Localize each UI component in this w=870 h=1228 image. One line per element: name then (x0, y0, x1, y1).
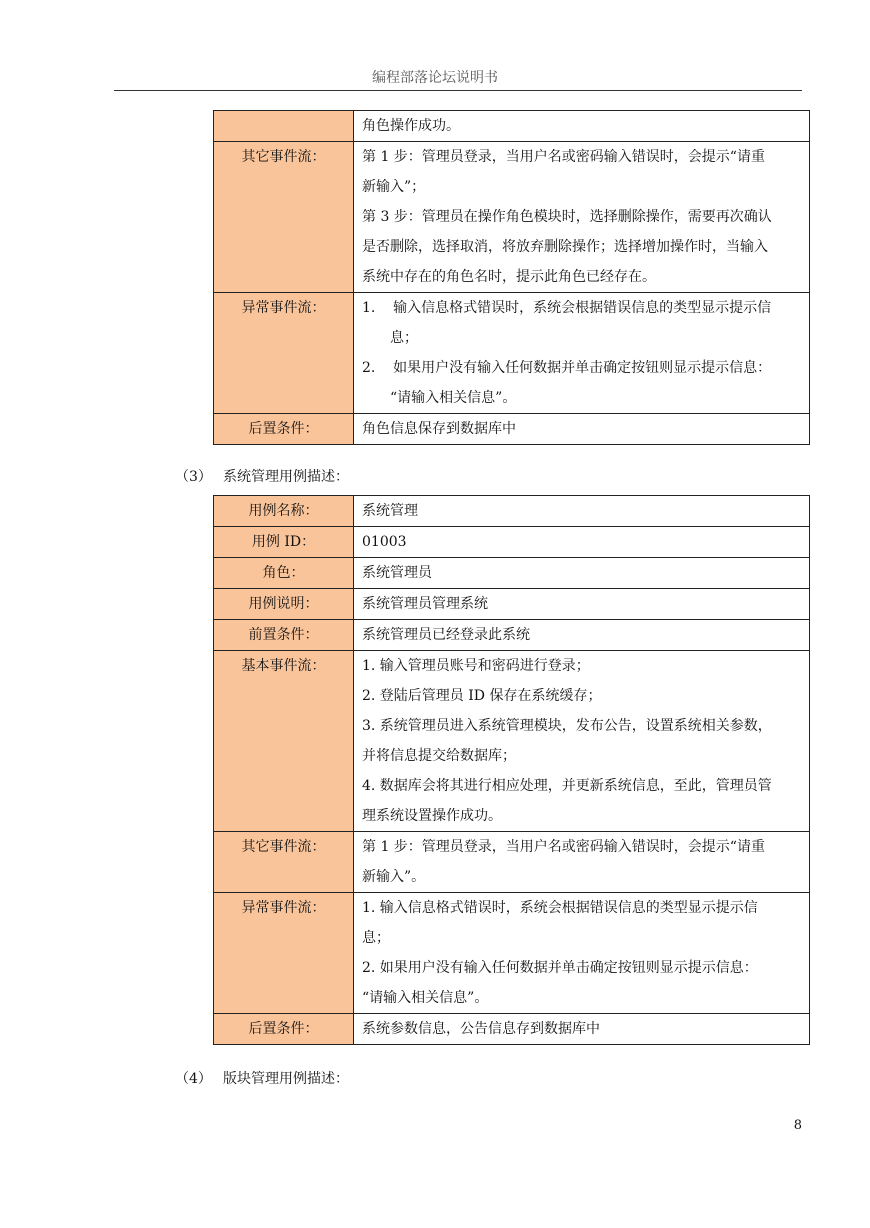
table-row (214, 496, 810, 527)
table-row (214, 832, 810, 893)
text-line: 息； (362, 930, 390, 946)
row-value (354, 620, 810, 651)
text-line: 4. 数据库会将其进行相应处理，并更新系统信息，至此，管理员管 (362, 778, 772, 794)
text-line: 2. 登陆后管理员 ID 保存在系统缓存； (362, 688, 602, 704)
row-label: 其它事件流： (214, 142, 354, 293)
row-value (354, 558, 810, 589)
text-line: 2. 如果用户没有输入任何数据并单击确定按钮则显示提示信息： (362, 960, 758, 976)
row-value (354, 111, 810, 142)
table-row (214, 651, 810, 832)
table-row (214, 414, 810, 445)
row-value (354, 589, 810, 620)
use-case-table-system-management (213, 495, 810, 1045)
row-label: 角色： (214, 558, 354, 589)
text-line: 新输入”。 (362, 869, 426, 885)
text-line: 3. 系统管理员进入系统管理模块，发布公告，设置系统相关参数， (362, 718, 772, 734)
text-line: 1. 输入信息格式错误时，系统会根据错误信息的类型显示提示信 (362, 300, 772, 316)
section-title: 系统管理用例描述： (223, 469, 349, 485)
table-row (214, 527, 810, 558)
section-heading-3 (175, 466, 349, 486)
text-line: 1. 输入信息格式错误时，系统会根据错误信息的类型显示提示信 (362, 900, 758, 916)
section-number: （3） (175, 469, 212, 485)
row-value (354, 893, 810, 1014)
row-label: 异常事件流： (214, 293, 354, 414)
row-label: 前置条件： (214, 620, 354, 651)
use-case-table-continued (213, 110, 810, 445)
text-line: 系统参数信息，公告信息存到数据库中 (362, 1021, 600, 1037)
table-row (214, 620, 810, 651)
row-label: 后置条件： (214, 414, 354, 445)
table-row (214, 893, 810, 1014)
text-line: 角色操作成功。 (362, 118, 460, 134)
text-line: 1. 输入管理员账号和密码进行登录； (362, 658, 590, 674)
table-row (214, 589, 810, 620)
row-value (354, 527, 810, 558)
text-line: 系统中存在的角色名时，提示此角色已经存在。 (362, 269, 656, 285)
row-label: 异常事件流： (214, 893, 354, 1014)
text-line: 理系统设置操作成功。 (362, 808, 502, 824)
row-value (354, 496, 810, 527)
table-row (214, 558, 810, 589)
text-line: 角色信息保存到数据库中 (362, 421, 516, 437)
text-line: 2. 如果用户没有输入任何数据并单击确定按钮则显示提示信息： (362, 360, 772, 376)
text-line: 系统管理 (362, 503, 418, 519)
row-label: 用例说明： (214, 589, 354, 620)
table-row (214, 142, 810, 293)
text-line: 第 1 步：管理员登录，当用户名或密码输入错误时，会提示“请重 (362, 839, 765, 855)
header-divider (114, 90, 802, 91)
row-label (214, 111, 354, 142)
row-label: 用例名称： (214, 496, 354, 527)
row-label: 后置条件： (214, 1014, 354, 1045)
text-line: 是否删除，选择取消，将放弃删除操作；选择增加操作时，当输入 (362, 239, 768, 255)
row-label: 其它事件流： (214, 832, 354, 893)
text-line: 第 3 步：管理员在操作角色模块时，选择删除操作，需要再次确认 (362, 209, 772, 225)
text-line: 系统管理员管理系统 (362, 596, 488, 612)
table-row (214, 293, 810, 414)
text-line: 系统管理员已经登录此系统 (362, 627, 530, 643)
row-label: 用例 ID： (214, 527, 354, 558)
row-value (354, 293, 810, 414)
row-value (354, 651, 810, 832)
text-line: 新输入”； (362, 179, 426, 195)
text-line: 01003 (362, 534, 407, 550)
row-value (354, 832, 810, 893)
section-number: （4） (175, 1071, 212, 1087)
row-label: 基本事件流： (214, 651, 354, 832)
table-row (214, 111, 810, 142)
section-title: 版块管理用例描述： (223, 1071, 349, 1087)
table-row (214, 1014, 810, 1045)
row-value (354, 1014, 810, 1045)
text-line: “请输入相关信息”。 (390, 390, 517, 406)
text-line: 系统管理员 (362, 565, 432, 581)
row-value (354, 142, 810, 293)
text-line: “请输入相关信息”。 (362, 990, 489, 1006)
text-line: 息； (390, 330, 418, 346)
page-header-title: 编程部落论坛说明书 (372, 70, 498, 86)
text-line: 并将信息提交给数据库； (362, 748, 516, 764)
page-number: 8 (793, 1118, 802, 1133)
text-line: 第 1 步：管理员登录，当用户名或密码输入错误时，会提示“请重 (362, 149, 765, 165)
section-heading-4 (175, 1068, 349, 1088)
row-value (354, 414, 810, 445)
